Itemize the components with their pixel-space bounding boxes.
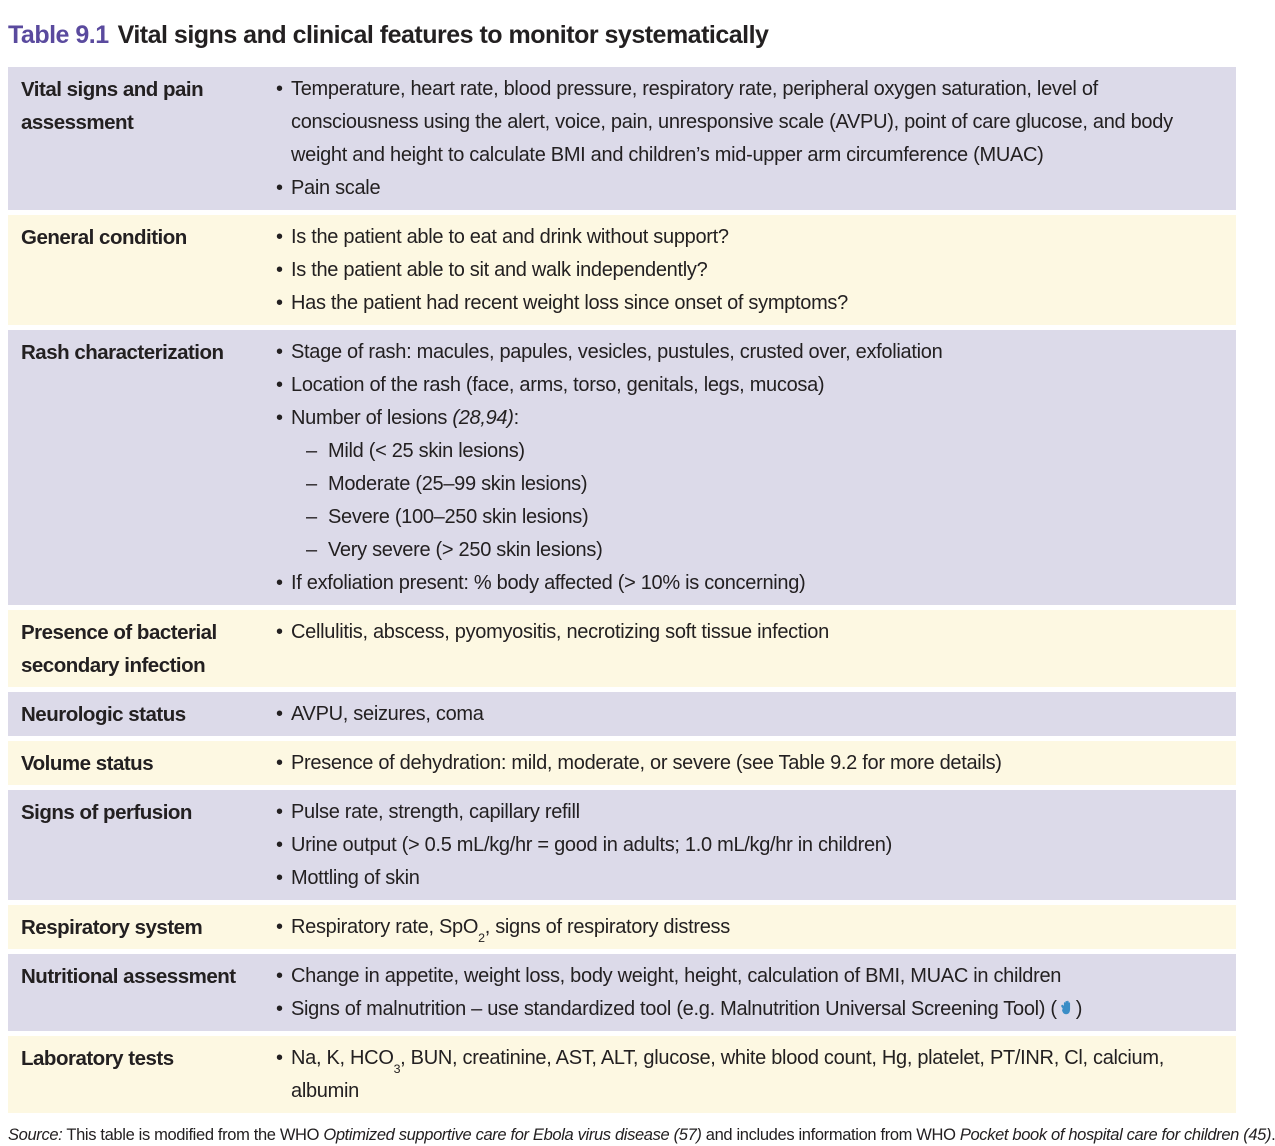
list-item: [276, 747, 1220, 780]
bullet-marker-icon: •: [276, 801, 283, 823]
table-row: [8, 741, 1236, 785]
text-segment: Urine output (> 0.5 mL/kg/hr = good in adults; 1.0 mL/kg/hr in children): [291, 834, 892, 856]
text-segment: Respiratory rate, SpO: [291, 916, 479, 938]
text-segment: Mottling of skin: [291, 867, 420, 889]
row-header: Nutritional assessment: [21, 965, 236, 988]
bullet-marker-icon: •: [276, 177, 283, 199]
list-item: [306, 534, 1220, 567]
text-segment: Severe (100–250 skin lesions): [328, 506, 589, 528]
italic-text-segment: Pocket book of hospital care for children (45): [959, 1126, 1272, 1144]
table-number: Table 9.1: [8, 21, 109, 49]
text-segment: .: [1271, 1126, 1275, 1144]
row-content: [276, 790, 1236, 900]
item-text: [291, 402, 1220, 435]
row-content: [276, 1036, 1236, 1113]
item-text: [291, 567, 1220, 600]
row-content: [276, 610, 1236, 687]
table-row: [8, 67, 1236, 210]
source-note: [8, 1124, 1275, 1146]
bullet-marker-icon: •: [276, 621, 283, 643]
list-item: [276, 221, 1220, 254]
list-item: [276, 1042, 1220, 1108]
list-item: [306, 501, 1220, 534]
text-segment: and includes information from WHO: [701, 1126, 960, 1144]
list-item: [276, 369, 1220, 402]
text-segment: AVPU, seizures, coma: [291, 703, 484, 725]
item-text: [291, 73, 1220, 172]
item-text: [328, 435, 1220, 468]
list-item: [276, 993, 1220, 1026]
item-text: [291, 172, 1220, 205]
bullet-marker-icon: •: [276, 407, 283, 429]
item-text: [291, 993, 1220, 1026]
bullet-marker-icon: •: [276, 341, 283, 363]
item-text: [291, 221, 1220, 254]
text-segment: If exfoliation present: % body affected (> 10% is concerning): [291, 572, 806, 594]
list-item: [276, 829, 1220, 862]
table-row: [8, 692, 1236, 736]
list-item: [276, 254, 1220, 287]
item-text: [291, 862, 1220, 895]
list-item: [276, 698, 1220, 731]
row-header: Neurologic status: [21, 703, 186, 726]
row-header: Presence of bacterial secondary infection: [21, 621, 217, 677]
bullet-marker-icon: •: [276, 374, 283, 396]
text-segment: , BUN, creatinine, AST, ALT, glucose, white blood count, Hg, platelet, PT/INR, Cl, calcium, albumin: [291, 1047, 1164, 1102]
text-segment: Number of lesions: [291, 407, 453, 429]
italic-text-segment: Optimized supportive care for Ebola virus disease (57): [323, 1126, 702, 1144]
row-header: Respiratory system: [21, 916, 203, 939]
text-segment: Mild (< 25 skin lesions): [328, 440, 525, 462]
table-row: [8, 954, 1236, 1031]
bullet-marker-icon: •: [276, 292, 283, 314]
italic-text-segment: (28,94): [452, 407, 514, 429]
bullet-marker-icon: •: [276, 752, 283, 774]
list-item: [306, 468, 1220, 501]
row-header: Laboratory tests: [21, 1047, 174, 1070]
subscript-text: 2: [478, 930, 485, 945]
text-segment: Moderate (25–99 skin lesions): [328, 473, 588, 495]
table-row: [8, 790, 1236, 900]
table-row: [8, 1036, 1236, 1113]
list-item: [276, 172, 1220, 205]
text-segment: Pain scale: [291, 177, 381, 199]
bullet-marker-icon: •: [276, 965, 283, 987]
row-header: Vital signs and pain assessment: [21, 78, 204, 134]
item-text: [291, 616, 1220, 649]
italic-text-segment: Source:: [8, 1126, 63, 1144]
item-text: [328, 501, 1220, 534]
item-text: [291, 829, 1220, 862]
text-segment: Na, K, HCO: [291, 1047, 394, 1069]
item-text: [291, 911, 1220, 944]
row-header: Rash characterization: [21, 341, 224, 364]
row-content: [276, 954, 1236, 1031]
list-item: [306, 435, 1220, 468]
item-text: [328, 468, 1220, 501]
dash-marker-icon: –: [306, 473, 317, 495]
bullet-marker-icon: •: [276, 703, 283, 725]
text-segment: Location of the rash (face, arms, torso, genitals, legs, mucosa): [291, 374, 825, 396]
bullet-marker-icon: •: [276, 867, 283, 889]
bullet-marker-icon: •: [276, 1047, 283, 1069]
text-segment: Change in appetite, weight loss, body weight, height, calculation of BMI, MUAC in children: [291, 965, 1062, 987]
monitoring-table: [8, 67, 1236, 1113]
list-item: [276, 336, 1220, 369]
dash-marker-icon: –: [306, 506, 317, 528]
table-row: [8, 330, 1236, 605]
item-text: [291, 254, 1220, 287]
row-content: [276, 741, 1236, 785]
item-text: [291, 796, 1220, 829]
row-content: [276, 215, 1236, 325]
list-item: [276, 567, 1220, 600]
touch-hand-icon[interactable]: [1057, 999, 1076, 1018]
text-segment: Temperature, heart rate, blood pressure, respiratory rate, peripheral oxygen saturation, level of consciousness using the alert, voice, pain, unresponsive scale (AVPU), point of care glucose, and body weight and height to calculate BMI and children’s mid-upper arm circumference (MUAC): [291, 78, 1173, 166]
list-item: [276, 960, 1220, 993]
item-text: [328, 534, 1220, 567]
row-content: [276, 330, 1236, 605]
text-segment: :: [513, 407, 519, 429]
text-segment: Cellulitis, abscess, pyomyositis, necrotizing soft tissue infection: [291, 621, 829, 643]
list-item: [276, 287, 1220, 320]
bullet-marker-icon: •: [276, 916, 283, 938]
bullet-marker-icon: •: [276, 834, 283, 856]
bullet-marker-icon: •: [276, 226, 283, 248]
text-segment: Has the patient had recent weight loss since onset of symptoms?: [291, 292, 848, 314]
dash-marker-icon: –: [306, 440, 317, 462]
row-content: [276, 67, 1236, 210]
table-row: [8, 905, 1236, 949]
text-segment: Pulse rate, strength, capillary refill: [291, 801, 580, 823]
list-item: [276, 796, 1220, 829]
text-segment: Very severe (> 250 skin lesions): [328, 539, 603, 561]
dash-marker-icon: –: [306, 539, 317, 561]
item-text: [291, 1042, 1220, 1108]
table-title: [8, 20, 1236, 50]
bullet-marker-icon: •: [276, 259, 283, 281]
row-header: Volume status: [21, 752, 154, 775]
text-segment: This table is modified from the WHO: [62, 1126, 324, 1144]
list-item: [276, 402, 1220, 435]
item-text: [291, 369, 1220, 402]
text-segment: Presence of dehydration: mild, moderate, or severe (see Table 9.2 for more details): [291, 752, 1002, 774]
table-row: [8, 215, 1236, 325]
list-item: [276, 73, 1220, 172]
bullet-marker-icon: •: [276, 572, 283, 594]
text-segment: Stage of rash: macules, papules, vesicles, pustules, crusted over, exfoliation: [291, 341, 943, 363]
bullet-marker-icon: •: [276, 78, 283, 100]
text-segment: Is the patient able to eat and drink without support?: [291, 226, 729, 248]
row-header: General condition: [21, 226, 187, 249]
text-segment: , signs of respiratory distress: [484, 916, 730, 938]
row-content: [276, 905, 1236, 949]
text-segment: Is the patient able to sit and walk independently?: [291, 259, 708, 281]
row-content: [276, 692, 1236, 736]
row-header: Signs of perfusion: [21, 801, 192, 824]
item-text: [291, 747, 1220, 780]
bullet-marker-icon: •: [276, 998, 283, 1020]
item-text: [291, 698, 1220, 731]
list-item: [276, 911, 1220, 944]
text-segment: Signs of malnutrition – use standardized tool (e.g. Malnutrition Universal Screening Tool) (: [291, 998, 1057, 1020]
list-item: [276, 616, 1220, 649]
item-text: [291, 287, 1220, 320]
table-title-text: Vital signs and clinical features to monitor systematically: [117, 21, 769, 49]
table-row: [8, 610, 1236, 687]
item-text: [291, 960, 1220, 993]
subscript-text: 3: [393, 1061, 401, 1076]
text-segment: ): [1075, 998, 1083, 1020]
item-text: [291, 336, 1220, 369]
list-item: [276, 862, 1220, 895]
